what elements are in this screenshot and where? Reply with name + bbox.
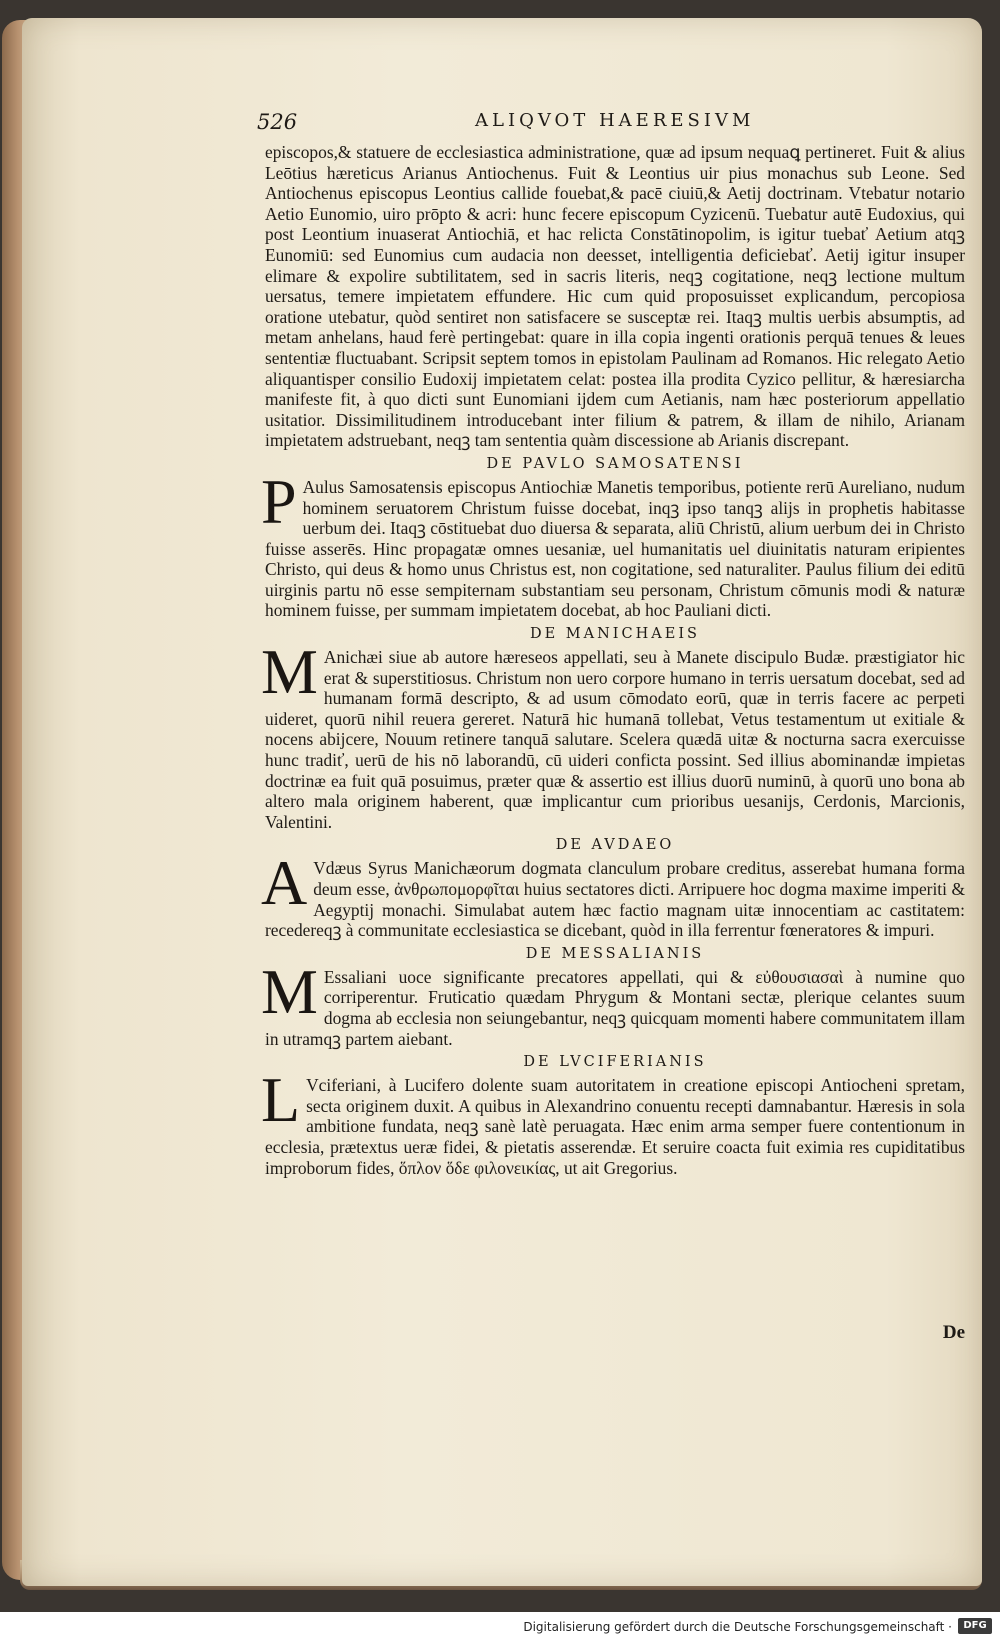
section-heading: DE AVDAEO xyxy=(555,837,675,854)
drop-initial: A xyxy=(261,847,308,919)
footer-credit: Digitalisierung gefördert durch die Deutsche Forschungsgemeinschaft · xyxy=(523,1620,952,1634)
section-paragraph xyxy=(261,955,965,1049)
catchword: De xyxy=(942,1322,965,1343)
section-heading: DE MESSALIANIS xyxy=(525,945,705,962)
section-text: Essaliani uoce significante precatores appellati, qui & εὐθουσιασαὶ à numine quo corriperentur. Fruticatio quædam Phrygum & Montani sectæ, plerique celantes suum dogma ab ecclesia non seiungebantur, neqꝫ quicquam momenti habere communitatem illam in utramqꝫ partem aiebant. xyxy=(265,966,965,1049)
section-text: Aulus Samosatensis episcopus Antiochiæ Manetis temporibus, potiente rerū Aureliano, nudum hominem seruatorem Christum fuisse docebat, inqꝫ ipso tanqꝫ alijs in prophetis habitasse uerbum dei. Itaqꝫ cōstituebat duo diuersa & separata, aliū Christū, alium uerbum dei in Christo fuisse asserēs. Hinc propagatæ omnes uesaniæ, uel humanitatis uel diuinitatis naturam eripientes Christo, qui deus & homo unus Christus est, non cogitatione, sed naturaliter. Paulus filium dei editū uirginis partu nō esse sempiternam substantiam seu personam, Christum cōmunis modi & naturæ hominem fuisse, per summam impietatem docebat, ab hoc Pauliani dicti. xyxy=(265,476,965,621)
drop-initial: M xyxy=(261,955,318,1027)
drop-initial: M xyxy=(261,636,318,708)
digitization-footer xyxy=(0,1612,1000,1642)
section-manichaei xyxy=(261,623,965,832)
page-number: 526 xyxy=(257,110,298,134)
page-text-block xyxy=(257,110,965,1343)
running-head xyxy=(257,110,965,140)
section-paulus xyxy=(261,453,965,621)
section-paragraph xyxy=(261,1064,965,1178)
section-heading: DE LVCIFERIANIS xyxy=(523,1054,707,1071)
section-luciferiani xyxy=(261,1051,965,1178)
section-messaliani xyxy=(261,943,965,1049)
section-text: Vdæus Syrus Manichæorum dogmata clanculum probare creditus, asserebat humana forma deum esse, ἀνθρωπομορφῖται huius sectatores dicti. Arripuere hoc dogma maxime imperiti & Aegyptij monachi. Simulabat autem hæc factio magnam uitæ innocentiam ac castitatem: recedereqꝫ à communitate ecclesiastica se dicebant, quòd in illa ferrentur fœneratores & impuri. xyxy=(265,858,965,941)
dfg-logo: DFG xyxy=(958,1618,992,1634)
section-paragraph xyxy=(261,847,965,941)
intro-paragraph: episcopos,& statuere de ecclesiastica administratione, quæ ad ipsum nequaꝗ pertineret. Fuit & alius Leōtius hæreticus Arianus Antiochenus. Fuit & Leontius uir pius monachus sub Leone. Sed Antiochenus episcopus Leontius callide fouebat,& pacē ciuiū,& Aetij doctrinam. Vtebatur notario Aetio Eunomio, uiro prōpto & acri: hunc fecere episcopum Cyzicenū. Tuebatur autē Eudoxius, qui post Leontium inuaserat Antiochiā, et hac relicta Constātinopolim, is igitur tuebať Aetium atqꝫ Eunomiū: sed Eunomius cum audacia non deesset, intelligentia deficiebať. Aetij igitur insuper elimare & expolire subtilitatem, sed in sacris literis, neqꝫ cogitatione, neqꝫ lectione multum uersatus, temere impietatem effundere. Hic cum quid proposuisset explicandum, percopiosa oratione utebatur, quòd sentiret non satisfacere se susceptæ rei. Itaqꝫ multis uerbis absumptis, ad metam anhelans, haud ferè pertingebat: quare in illa copia ingenti orationis perquā tenues & leues sententiæ fluctuabant. Scripsit septem tomos in epistolam Paulinam ad Romanos. Hic relegato Aetio aliquantisper consilio Eudoxij impietatem celat: postea illa prodita Cyzico pellitur, & hæresiarcha manifeste fit, à quo dicti sunt Eunomiani ijdem cum Aetianis, nam hæc posteriorum appellatio usitatior. Dissimilitudinem introducebant inter filium & patrem, & illam de nihilo, Arianam impietatem adstruebant, neqꝫ tam sententia quàm discessione ab Arianis discrepant. xyxy=(265,142,965,451)
drop-initial: P xyxy=(261,465,297,537)
drop-initial: L xyxy=(261,1064,301,1136)
section-text: Anichæi siue ab autore hæreseos appellati, seu à Manete discipulo Budæ. præstigiator hic erat & superstitiosus. Christum non uero corpore humano in terris uersatum docebat, sed ad humanam formā descripto, & ad usum cōmodato eorū, quæ in terris facere ac perpeti uideret, quorū nihil reuera gereret. Naturā hic humanā tollebat, Vetus testamentum ut exitiale & nocens abijcere, Nouum retinere tanquā salutare. Scelera quædā uitæ & nocturna sacra exercuisse hunc tradiť, uerū de his nō laborandū, cū uideri conficta possint. Sed illius abominandæ impietas doctrinæ ea fuit quā posuimus, præter quæ & assertio est illius duorū numinū, à quorū uno bona ab altero mala originem haberent, quæ implicantur cum prioribus uesanijs, Cerdonis, Marcionis, Valentini. xyxy=(265,647,965,832)
section-paragraph xyxy=(261,636,965,832)
section-heading: DE MANICHAEIS xyxy=(529,626,700,643)
section-text: Vciferiani, à Lucifero dolente suam autoritatem in creatione episcopi Antiocheni spretam, secta originem duxit. A quibus in Alexandrino conuentu recepti damnabantur. Hæresis in sola ambitione fundata, neqꝫ sanè latè peruagata. Hæc enim arma semper fuere contentionum in ecclesia, prætextus ueræ fidei, & pietatis asserendæ. Et seruire coacta fuit eximia res cupiditatibus improborum fides, ὅπλον ὅδε φιλονεικίας, ut ait Gregorius. xyxy=(265,1075,965,1178)
running-title: ALIQVOT HAERESIVM xyxy=(475,110,755,131)
section-heading: DE PAVLO SAMOSATENSI xyxy=(486,455,744,472)
section-audaeus xyxy=(261,834,965,941)
section-paragraph xyxy=(261,465,965,621)
